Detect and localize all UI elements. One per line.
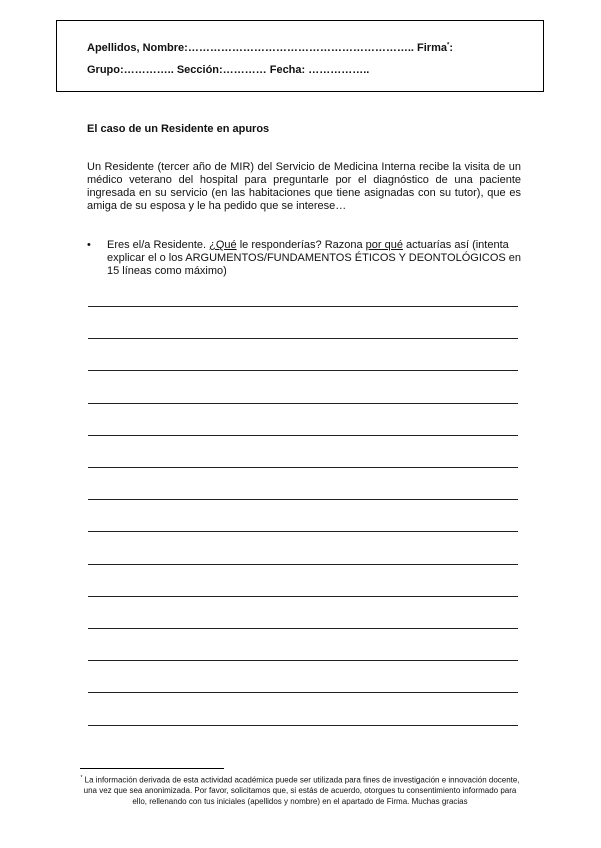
answer-line[interactable]: [88, 628, 518, 629]
signature-colon: :: [449, 42, 453, 54]
answer-line[interactable]: [88, 370, 518, 371]
group-section-date-line: Grupo:………….. Sección:………… Fecha: ……………..: [87, 64, 370, 76]
question-part3: actuarías así (intenta explicar el o los ARGUMENTOS/FUNDAMENTOS ÉTICOS Y DEONTOLÓGICOS en 15 líneas como máximo): [107, 239, 522, 277]
answer-line[interactable]: [88, 531, 518, 532]
question-text: [107, 239, 527, 278]
question-que: ¿Qué: [209, 239, 237, 251]
header-box: [56, 20, 544, 92]
answer-line[interactable]: [88, 564, 518, 565]
footnote-text: La información derivada de esta actividad académica puede ser utilizada para fines de investigación e innovación docente, una vez que sea anonimizada. Por favor, solicitamos que, si estás de acuerdo, otorgues tu consentimiento informado para ello, rellenando con tus iniciales (apellidos y nombre) en el apartado de Firma. Muchas gracias: [82, 775, 520, 806]
footnote: [80, 773, 520, 807]
answer-line[interactable]: [88, 692, 518, 693]
case-paragraph: Un Residente (tercer año de MIR) del Servicio de Medicina Interna recibe la visita de un médico veterano del hospital para preguntarle por el diagnóstico de una paciente ingresada en su servicio (en las habitaciones que tiene asignadas con su tutor), que es amiga de su esposa y le ha pedido que se interese…: [87, 161, 521, 212]
question-part1: Eres el/a Residente.: [107, 239, 210, 251]
answer-line[interactable]: [88, 725, 518, 726]
answer-line[interactable]: [88, 596, 518, 597]
question-por-que: por qué: [365, 239, 403, 251]
answer-line[interactable]: [88, 306, 518, 307]
answer-line[interactable]: [88, 467, 518, 468]
name-signature-label: Apellidos, Nombre:…………………………………………………….. Firma: [87, 42, 447, 54]
signature-footnote-mark: *: [446, 42, 450, 49]
answer-line[interactable]: [88, 435, 518, 436]
answer-line[interactable]: [88, 403, 518, 404]
name-signature-line: [87, 42, 453, 54]
case-title: El caso de un Residente en apuros: [87, 123, 270, 135]
answer-line[interactable]: [88, 499, 518, 500]
footnote-rule: [80, 768, 224, 769]
question-part2: le responderías? Razona: [236, 239, 366, 251]
answer-line[interactable]: [88, 660, 518, 661]
footnote-mark: *: [80, 775, 83, 781]
answer-line[interactable]: [88, 338, 518, 339]
bullet-point: •: [87, 239, 91, 251]
